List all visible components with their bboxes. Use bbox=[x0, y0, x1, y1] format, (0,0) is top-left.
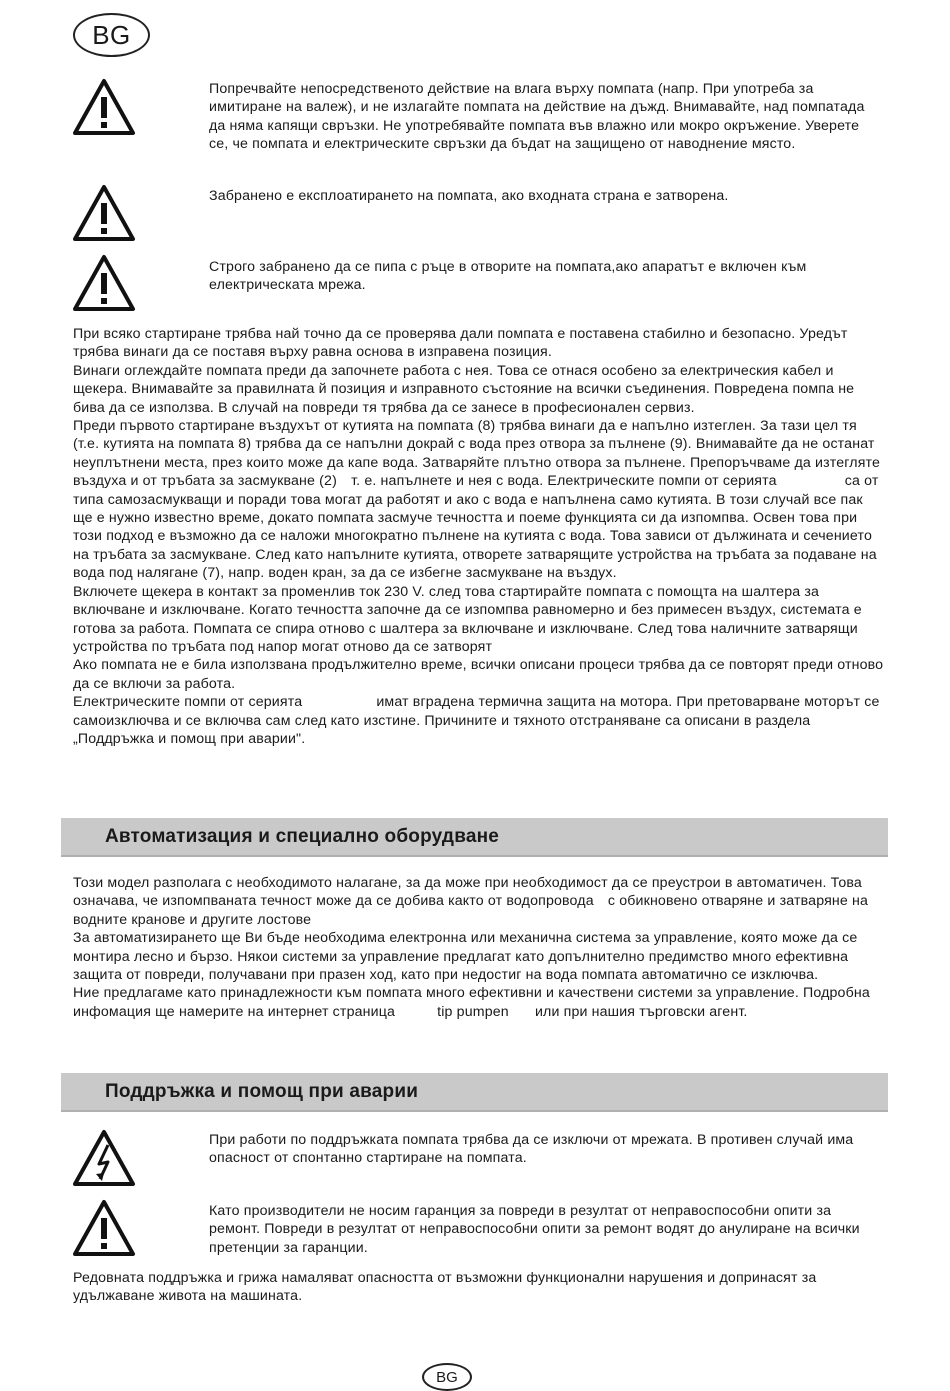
paragraph: Винаги оглеждайте помпата преди да започнете работа с нея. Това се отнася особено за електрическия кабел и щекера. Внимавайте за правилната й позиция и изправното състояние на всички съединения. Повредена помпа не бива да се използва. В случай на повреди тя трябва да се занесе в професионален сервиз. bbox=[73, 362, 855, 416]
warning-text-warranty: Като производители не носим гаранция за повреди в резултат от неправоспособни опити за ремонт. Повреди в резултат от неправоспособни опити за ремонт водят до анулиране на всички претенции за гаранции. bbox=[209, 1203, 860, 1256]
paragraph: Този модел разполага с необходимото налагане, за да може при необходимост да се преустрои в автоматичен. Това означава, че изпомпваната течност може да се добива както от водопровода с обикновено отваряне и затваряне на водните кранове и другите лостове bbox=[73, 875, 869, 928]
paragraph: Електрическите помпи от серията имат вградена термична защита на мотора. При претоварване моторът се самоизключва и се включва сам след като изстине. Причините и тяхното отстраняване са описани в раздела „Поддръжка и помощ при аварии". bbox=[73, 694, 880, 747]
warning-text-closed-inlet: Забранено е експлоатирането на помпата, ако входната страна е затворена. bbox=[209, 188, 729, 204]
footer-language-badge-label: BG bbox=[436, 1368, 458, 1386]
automation-text bbox=[73, 874, 885, 1021]
paragraph: Ако помпата не е била използвана продължително време, всички описани процеси трябва да се повторят преди отново да се включи за работа. bbox=[73, 657, 884, 692]
warning-exclamation-icon bbox=[72, 184, 136, 242]
paragraph: При всяко стартиране трябва най точно да се проверява дали помпата е поставена стабилно и безопасно. Уредът трябва винаги да се поставя върху равна основа в изправена позиция. bbox=[73, 326, 848, 361]
paragraph: Редовната поддръжка и грижа намаляват опасността от възможни функционални нарушения и допринасят за удължаване живота на машината. bbox=[73, 1270, 817, 1305]
warning-exclamation-icon bbox=[72, 254, 136, 312]
paragraph: Преди първото стартиране въздухът от кутията на помпата (8) трябва винаги да е напълно изтеглен. За тази цел тя (т.е. кутията на помпата 8) трябва да се напълни докрай с вода през отвора за пълнене (9). Внимавайте да не останат неуплътнени места, през които може да капе вода. Затваряйте плътно отвора за пълнене. Препоръчваме да изтегляте въздуха и от тръбата за засмукване (2) т. е. напълнете и нея с вода. Електрическите помпи от серията са от типа самозасмукващи и поради това могат да работят и ако с вода е напълнена само кутията. В този случай все пак ще е нужно известно време, докато помпата засмуче течността и поеме функцията си да изпомпва. Освен това при този подход е възможно да се наложи многократно пълнене на кутията с вода. Това зависи от дължината и сечението на тръбата за засмукване. След като напълните кутията, отворете затварящите устройства на тръбата за подаване на вода под налягане (7), напр. воден кран, за да се избегне засмукване на въздух. bbox=[73, 418, 881, 582]
section-header-maintenance bbox=[61, 1073, 888, 1112]
section-header-automation bbox=[61, 818, 888, 857]
warning-text-disconnect: При работи по поддръжката помпата трябва да се изключи от мрежата. В противен случай има опасност от спонтанно стартиране на помпата. bbox=[209, 1132, 854, 1167]
language-badge bbox=[73, 13, 150, 57]
paragraph: За автоматизирането ще Ви бъде необходима електронна или механична система за управление, която може да се монтира лесно и бързо. Някои системи за управление предлагат като допълнително предимство много ефективна защита от повреди, получавани при празен ход, като при недостиг на вода помпата автоматично се изключва. bbox=[73, 930, 858, 984]
section-title: Автоматизация и специално оборудване bbox=[105, 826, 500, 847]
paragraph: Ние предлагаме като принадлежности към помпата много ефективни и качествени системи за управление. Подробна инфомация ще намерите на интернет страница tip pumpen или при нашия търговски агент. bbox=[73, 985, 870, 1020]
warning-exclamation-icon bbox=[72, 78, 136, 136]
paragraph: Включете щекера в контакт за променлив ток 230 V. след това стартирайте помпата с помощта на шалтера за включване и изключване. Когато течността започне да се изпомпва равномерно и без примесен въздух, системата е готова за работа. Помпата се спира отново с шалтера за включване и изключване. След това наличните затварящи устройства по тръбата под напор могат отново да се затворят bbox=[73, 583, 862, 655]
operation-instructions bbox=[73, 325, 885, 748]
language-badge-label: BG bbox=[92, 19, 131, 50]
maintenance-closing-text bbox=[73, 1269, 885, 1306]
electric-shock-warning-icon bbox=[72, 1129, 136, 1187]
warning-text-openings: Строго забранено да се пипа с ръце в отворите на помпата,ако апаратът е включен към електрическата мрежа. bbox=[209, 259, 807, 294]
footer-language-badge bbox=[422, 1363, 472, 1391]
website-name: tip pumpen bbox=[437, 1003, 509, 1020]
section-title: Поддръжка и помощ при аварии bbox=[105, 1081, 419, 1102]
warning-text-moisture: Попречвайте непосредственото действие на влага върху помпата (напр. При употреба за имитиране на валеж), и не излагайте помпата на действие на дъжд. Внимавайте, над помпатада да няма капящи свръзки. Не употребявайте помпата във влажно или мокро окръжение. Уверете се, че помпата и електрическите свръзки да бъдат на защищено от наводнение място. bbox=[209, 81, 865, 153]
warning-exclamation-icon bbox=[72, 1199, 136, 1257]
